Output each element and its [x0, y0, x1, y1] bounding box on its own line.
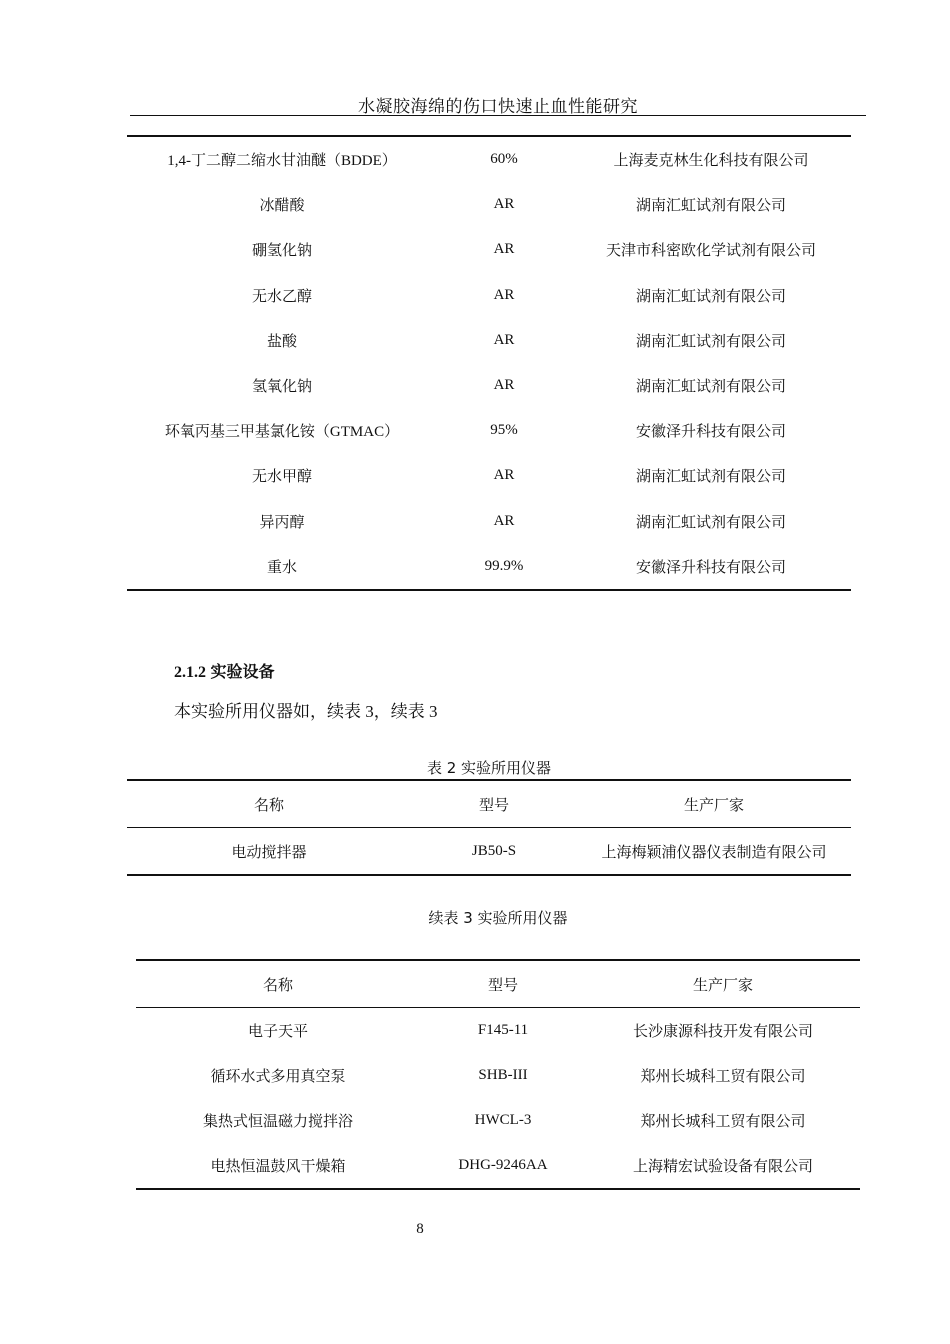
table-row [136, 1053, 860, 1098]
table-row [127, 453, 851, 498]
section-heading [174, 659, 274, 682]
reagents-table-continued [127, 135, 851, 591]
table-row [127, 408, 851, 453]
reagent-name: 无水甲醇 [251, 469, 312, 486]
instrument-name: 循环水式多用真空泵 [210, 1069, 346, 1085]
table3-caption: 续表 3 实验所用仪器 [428, 909, 568, 927]
column-header-manufacturer: 生产厂家 [577, 780, 851, 828]
instrument-name: 电子天平 [247, 1024, 308, 1040]
table-row [127, 318, 851, 363]
reagent-name: 重水 [266, 559, 297, 576]
reagent-name: 异丙醇 [259, 514, 305, 531]
instrument-model: JB50-S [471, 842, 517, 859]
table-header-row [136, 960, 860, 1008]
table-row [127, 136, 851, 182]
table-row [127, 499, 851, 544]
section-body-text: 本实验所用仪器如，续表 3，续表 3 [174, 702, 438, 721]
reagent-purity: AR [493, 241, 515, 258]
column-header-name: 名称 [136, 960, 420, 1008]
table-row [127, 182, 851, 227]
page-number: 8 [416, 1221, 424, 1237]
reagent-purity: AR [493, 467, 515, 484]
table-row [136, 1143, 860, 1189]
header-rule [130, 115, 866, 116]
reagent-name: 环氧丙基三甲基氯化铵（GTMAC） [164, 424, 400, 441]
instrument-manufacturer: 长沙康源科技开发有限公司 [632, 1024, 813, 1040]
table2-caption: 表 2 实验所用仪器 [426, 759, 552, 777]
column-header-manufacturer: 生产厂家 [586, 960, 860, 1008]
reagent-supplier: 湖南汇虹试剂有限公司 [635, 379, 786, 396]
instrument-manufacturer: 郑州长城科工贸有限公司 [640, 1069, 806, 1085]
reagent-supplier: 上海麦克林生化科技有限公司 [613, 153, 809, 170]
reagent-supplier: 湖南汇虹试剂有限公司 [635, 198, 786, 215]
reagent-name: 盐酸 [266, 333, 297, 350]
reagent-supplier: 天津市科密欧化学试剂有限公司 [605, 243, 816, 260]
table-row [127, 227, 851, 272]
section-title: 实验设备 [210, 664, 275, 681]
reagent-purity: AR [493, 286, 515, 303]
instrument-name: 电动搅拌器 [231, 844, 307, 861]
table-row [127, 273, 851, 318]
reagent-purity: 95% [490, 422, 518, 439]
reagent-name: 冰醋酸 [259, 198, 305, 215]
reagent-supplier: 安徽泽升科技有限公司 [635, 424, 786, 441]
instrument-name: 电热恒温鼓风干燥箱 [210, 1159, 346, 1175]
table-header-row [127, 780, 851, 828]
reagent-supplier: 安徽泽升科技有限公司 [635, 559, 786, 576]
instruments-table [127, 779, 851, 876]
reagent-purity: AR [493, 196, 515, 213]
instrument-manufacturer: 郑州长城科工贸有限公司 [640, 1114, 806, 1130]
table-row [127, 363, 851, 408]
reagent-supplier: 湖南汇虹试剂有限公司 [635, 288, 786, 305]
instrument-manufacturer: 上海梅颖浦仪器仪表制造有限公司 [601, 844, 827, 861]
table-row [127, 828, 851, 876]
table-row [136, 1008, 860, 1054]
instrument-model: F145-11 [477, 1022, 529, 1038]
reagent-name: 无水乙醇 [251, 288, 312, 305]
table-row [136, 1098, 860, 1143]
reagent-name: 硼氢化钠 [251, 243, 312, 260]
reagent-supplier: 湖南汇虹试剂有限公司 [635, 469, 786, 486]
reagent-purity: AR [493, 377, 515, 394]
instrument-model: SHB-III [478, 1067, 528, 1083]
instrument-manufacturer: 上海精宏试验设备有限公司 [632, 1159, 813, 1175]
running-header: 水凝胶海绵的伤口快速止血性能研究 [358, 97, 638, 116]
instrument-model: HWCL-3 [474, 1112, 532, 1128]
reagent-purity: 99.9% [484, 557, 524, 574]
reagent-purity: AR [493, 512, 515, 529]
instruments-table-continued [136, 959, 860, 1190]
column-header-model: 型号 [420, 960, 586, 1008]
reagent-supplier: 湖南汇虹试剂有限公司 [635, 514, 786, 531]
table-row [127, 544, 851, 590]
reagent-purity: 60% [490, 151, 518, 168]
section-number: 2.1.2 [174, 664, 206, 681]
reagent-supplier: 湖南汇虹试剂有限公司 [635, 333, 786, 350]
column-header-name: 名称 [127, 780, 411, 828]
instrument-model: DHG-9246AA [458, 1157, 548, 1173]
instrument-name: 集热式恒温磁力搅拌浴 [202, 1114, 353, 1130]
reagent-name: 氢氧化钠 [251, 379, 312, 396]
column-header-model: 型号 [411, 780, 577, 828]
reagent-name: 1,4-丁二醇二缩水甘油醚（BDDE） [167, 153, 397, 170]
reagent-purity: AR [493, 331, 515, 348]
